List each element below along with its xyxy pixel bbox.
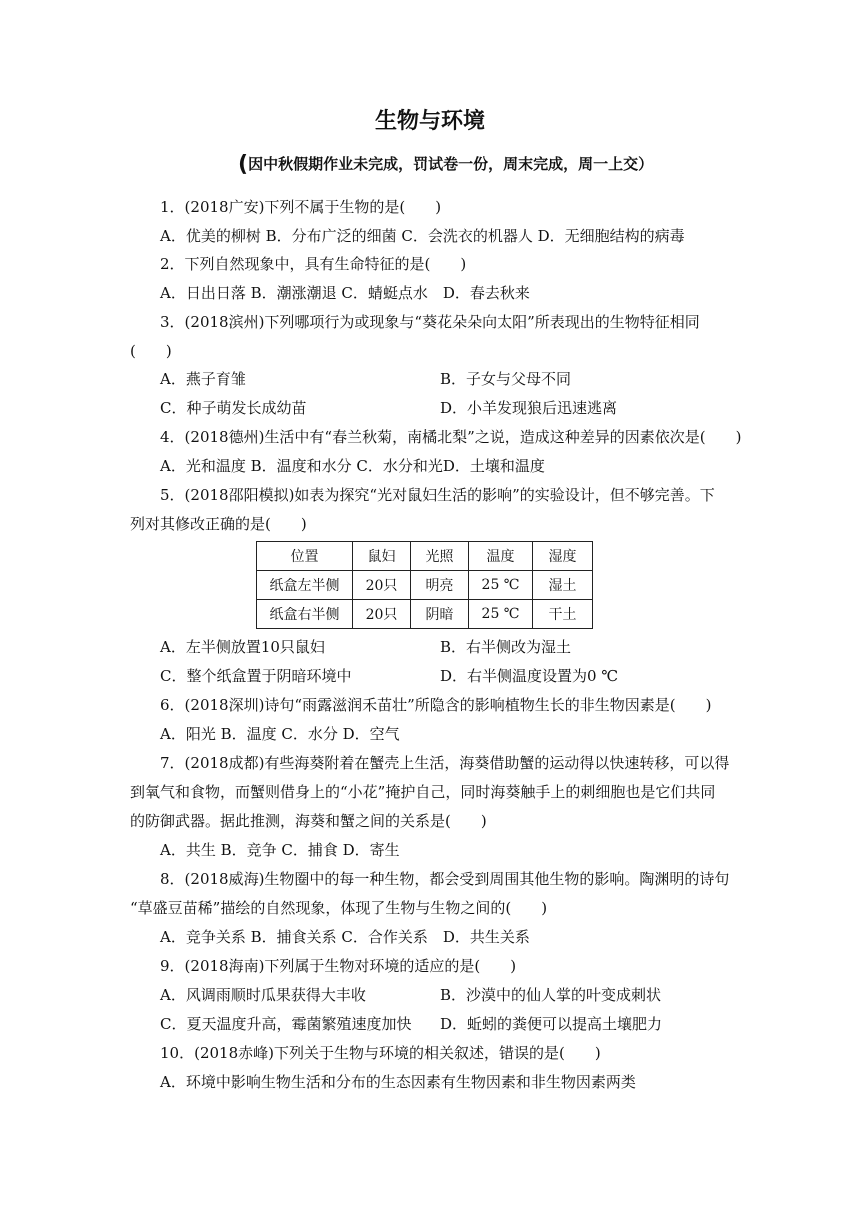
question-9-option-d: D．蚯蚓的粪便可以提高土壤肥力 bbox=[440, 1015, 663, 1033]
table-header: 鼠妇 bbox=[353, 542, 411, 571]
question-7-stem: 7．(2018成都)有些海葵附着在蟹壳上生活，海葵借助蟹的运动得以快速转移，可以得 bbox=[160, 754, 730, 772]
question-7-stem-cont-2: 的防御武器。据此推测，海葵和蟹之间的关系是( ) bbox=[130, 812, 487, 830]
question-7-options: A．共生 B．竞争 C．捕食 D．寄生 bbox=[160, 841, 400, 859]
table-cell: 25 ℃ bbox=[469, 600, 533, 629]
question-3-stem: 3．(2018滨州)下列哪项行为或现象与“葵花朵朵向太阳”所表现出的生物特征相同 bbox=[160, 313, 700, 331]
question-5-stem: 5．(2018邵阳模拟)如表为探究“光对鼠妇生活的影响”的实验设计，但不够完善。下 bbox=[160, 486, 715, 504]
question-2-stem: 2．下列自然现象中，具有生命特征的是( ) bbox=[160, 255, 467, 273]
table-cell: 20只 bbox=[353, 571, 411, 600]
question-1-options: A．优美的柳树 B．分布广泛的细菌 C．会洗衣的机器人 D．无细胞结构的病毒 bbox=[160, 227, 685, 245]
table-cell: 明亮 bbox=[411, 571, 469, 600]
table-cell: 纸盒左半侧 bbox=[257, 571, 353, 600]
question-8-options: A．竞争关系 B．捕食关系 C．合作关系 D．共生关系 bbox=[160, 928, 530, 946]
question-3-option-c: C．种子萌发长成幼苗 bbox=[160, 399, 307, 417]
question-4-stem: 4．(2018德州)生活中有“春兰秋菊，南橘北梨”之说，造成这种差异的因素依次是( ) bbox=[160, 428, 742, 446]
table-cell: 纸盒右半侧 bbox=[257, 600, 353, 629]
table-header-row bbox=[257, 542, 593, 571]
note-text: 因中秋假期作业未完成，罚试卷一份，周末完成，周一上交） bbox=[248, 155, 654, 173]
question-5-stem-cont: 列对其修改正确的是( ) bbox=[130, 515, 307, 533]
question-9-option-c: C．夏天温度升高，霉菌繁殖速度加快 bbox=[160, 1015, 412, 1033]
question-3-stem-cont: ( ) bbox=[130, 342, 172, 360]
question-4-options: A．光和温度 B．温度和水分 C．水分和光D．土壤和温度 bbox=[160, 457, 545, 475]
table-row bbox=[257, 600, 593, 629]
question-5-option-d: D．右半侧温度设置为0 ℃ bbox=[440, 667, 619, 685]
question-7-stem-cont-1: 到氧气和食物，而蟹则借身上的“小花”掩护自己，同时海葵触手上的刺细胞也是它们共同 bbox=[130, 783, 716, 801]
table-cell: 阴暗 bbox=[411, 600, 469, 629]
table-header: 湿度 bbox=[533, 542, 593, 571]
question-9-stem: 9．(2018海南)下列属于生物对环境的适应的是( ) bbox=[160, 957, 517, 975]
question-3-option-d: D．小羊发现狼后迅速逃离 bbox=[440, 399, 618, 417]
experiment-table bbox=[256, 541, 593, 629]
table-cell: 25 ℃ bbox=[469, 571, 533, 600]
page-note bbox=[238, 152, 653, 177]
question-10-stem: 10．(2018赤峰)下列关于生物与环境的相关叙述，错误的是( ) bbox=[160, 1044, 601, 1062]
question-8-stem-cont: “草盛豆苗稀”描绘的自然现象，体现了生物与生物之间的( ) bbox=[130, 899, 548, 917]
question-1-stem: 1．(2018广安)下列不属于生物的是( ) bbox=[160, 198, 442, 216]
question-5-option-a: A．左半侧放置10只鼠妇 bbox=[160, 638, 325, 656]
question-9-option-b: B．沙漠中的仙人掌的叶变成刺状 bbox=[440, 986, 662, 1004]
question-5-option-c: C．整个纸盒置于阴暗环境中 bbox=[160, 667, 352, 685]
table-row bbox=[257, 571, 593, 600]
question-3-option-a: A．燕子育雏 bbox=[160, 370, 246, 388]
question-8-stem: 8．(2018威海)生物圈中的每一种生物，都会受到周围其他生物的影响。陶渊明的诗句 bbox=[160, 870, 730, 888]
question-2-options: A．日出日落 B．潮涨潮退 C．蜻蜓点水 D．春去秋来 bbox=[160, 284, 530, 302]
table-cell: 干土 bbox=[533, 600, 593, 629]
question-5-option-b: B．右半侧改为湿土 bbox=[440, 638, 572, 656]
note-open-paren: ( bbox=[238, 152, 249, 177]
question-3-option-b: B．子女与父母不同 bbox=[440, 370, 572, 388]
page-title: 生物与环境 bbox=[374, 109, 485, 134]
question-10-option-a: A．环境中影响生物生活和分布的生态因素有生物因素和非生物因素两类 bbox=[160, 1073, 636, 1091]
question-6-options: A．阳光 B．温度 C．水分 D．空气 bbox=[160, 725, 400, 743]
question-6-stem: 6．(2018深圳)诗句“雨露滋润禾苗壮”所隐含的影响植物生长的非生物因素是( ) bbox=[160, 696, 712, 714]
table-header: 温度 bbox=[469, 542, 533, 571]
table-header: 光照 bbox=[411, 542, 469, 571]
table-cell: 湿土 bbox=[533, 571, 593, 600]
table-header: 位置 bbox=[257, 542, 353, 571]
question-9-option-a: A．风调雨顺时瓜果获得大丰收 bbox=[160, 986, 366, 1004]
table-cell: 20只 bbox=[353, 600, 411, 629]
